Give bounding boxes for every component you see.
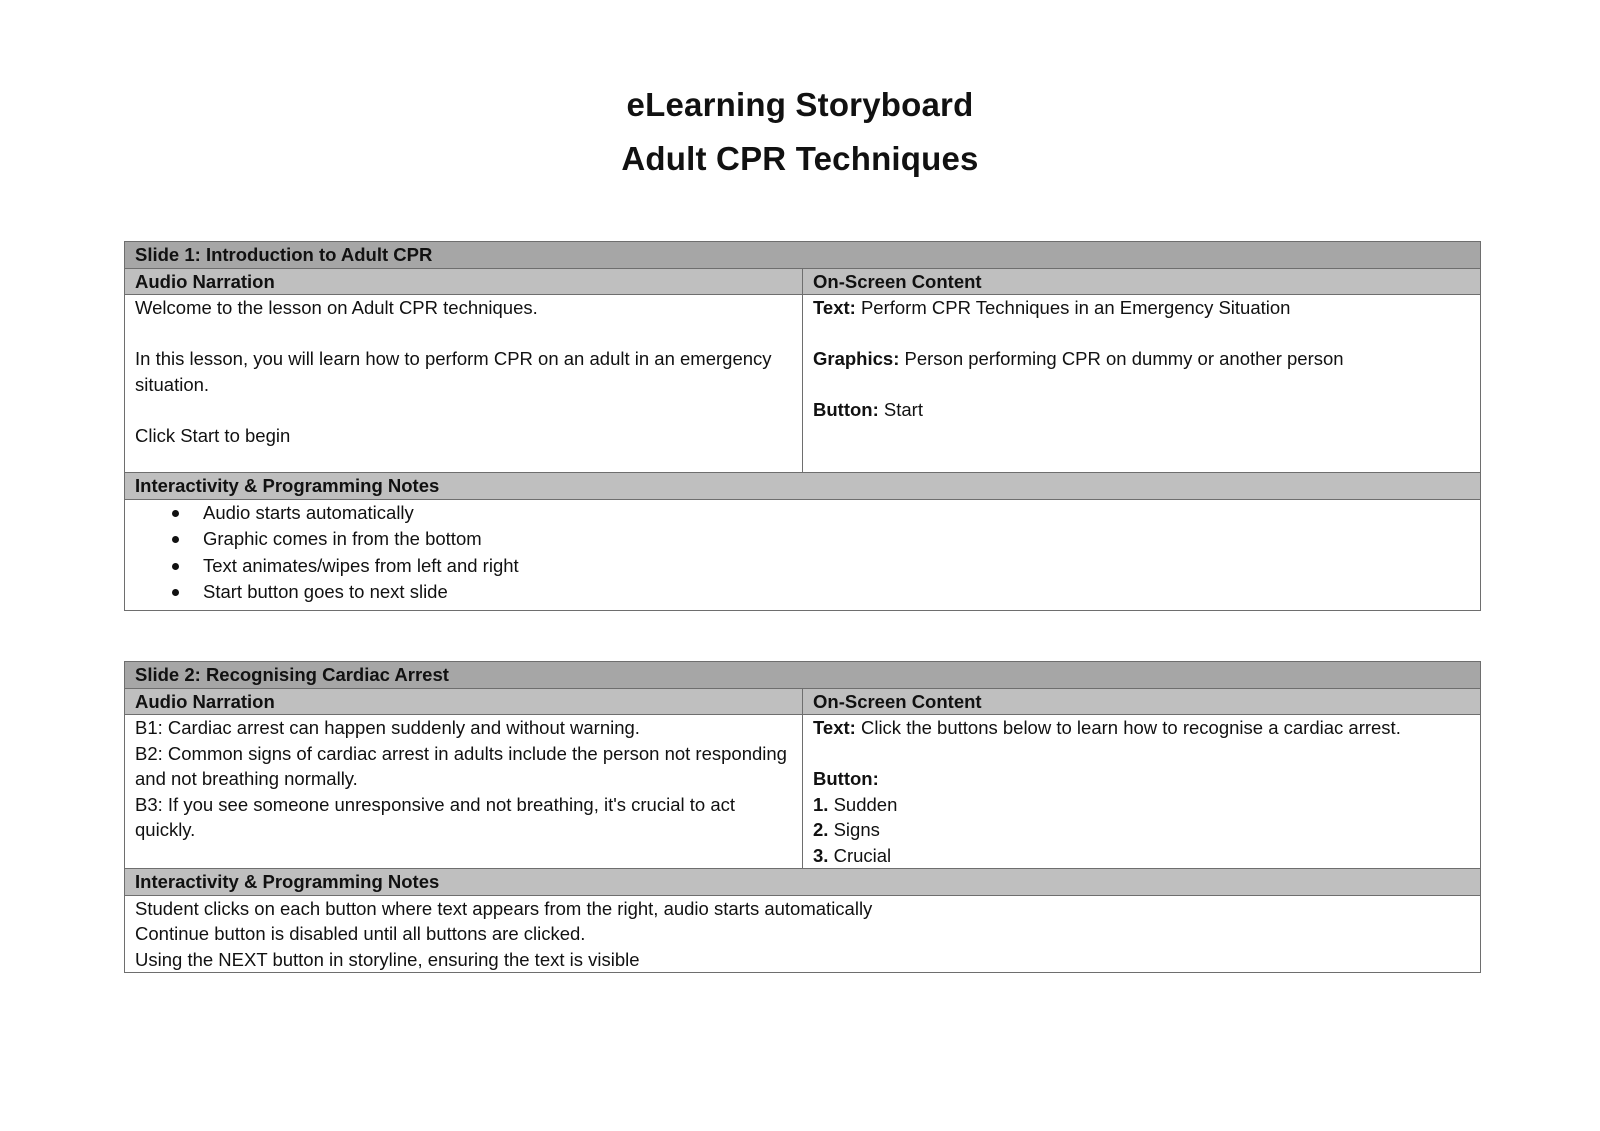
narration-line: B3: If you see someone unresponsive and not breathing, it's crucial to act quickly. — [135, 793, 741, 840]
slide-2-content-header: On-Screen Content — [803, 688, 1481, 715]
button-number: 2. — [813, 819, 829, 840]
content-text-line — [813, 715, 1470, 741]
content-button-value: Start — [878, 399, 923, 420]
notes-list — [135, 500, 1470, 606]
content-button-line — [813, 397, 1470, 423]
slide-2-notes-header: Interactivity & Programming Notes — [125, 869, 1481, 896]
narration-line: B2: Common signs of cardiac arrest in adults include the person not responding and not breathing normally. — [135, 742, 793, 789]
narration-line: Welcome to the lesson on Adult CPR techniques. — [135, 297, 538, 318]
narration-line: B1: Cardiac arrest can happen suddenly and without warning. — [135, 717, 640, 738]
content-button-label: Button: — [813, 768, 879, 789]
slide-1-heading: Slide 1: Introduction to Adult CPR — [125, 242, 1481, 269]
slide-2-audio-narration — [125, 715, 803, 869]
list-item: Graphic comes in from the bottom — [203, 526, 1470, 553]
slide-2-notes — [125, 895, 1481, 973]
content-text-label: Text: — [813, 717, 856, 738]
content-text-value: Perform CPR Techniques in an Emergency Situation — [855, 297, 1291, 318]
content-text-label: Text: — [813, 297, 856, 318]
button-name: Sudden — [828, 793, 898, 815]
title-line-2: Adult CPR Techniques — [621, 140, 979, 177]
slide-2-on-screen-content — [803, 715, 1481, 869]
content-text-value: Click the buttons below to learn how to recognise a cardiac arrest. — [855, 717, 1401, 738]
title-line-1: eLearning Storyboard — [626, 86, 974, 123]
slide-2-audio-header: Audio Narration — [125, 688, 803, 715]
narration-line: Click Start to begin — [135, 424, 291, 446]
slide-1-audio-narration — [125, 295, 803, 473]
slide-1-content-header: On-Screen Content — [803, 268, 1481, 295]
content-button-item — [813, 792, 1470, 818]
note-line: Using the NEXT button in storyline, ensuring the text is visible — [135, 948, 640, 970]
narration-line: In this lesson, you will learn how to perform CPR on an adult in an emergency situation. — [135, 348, 777, 395]
content-graphics-label: Graphics: — [813, 348, 900, 369]
list-item: Start button goes to next slide — [203, 579, 1470, 606]
slide-1-audio-header: Audio Narration — [125, 268, 803, 295]
content-button-label: Button: — [813, 399, 879, 420]
note-line: Continue button is disabled until all buttons are clicked. — [135, 923, 586, 944]
document-title — [0, 78, 1600, 186]
button-number: 3. — [813, 844, 829, 866]
content-button-item — [813, 843, 1470, 869]
slide-1-notes — [125, 499, 1481, 610]
list-item: Text animates/wipes from left and right — [203, 553, 1470, 580]
slide-2-table — [124, 661, 1481, 973]
content-button-item — [813, 817, 1470, 843]
content-graphics-value: Person performing CPR on dummy or another person — [899, 348, 1344, 369]
button-number: 1. — [813, 793, 829, 815]
slide-1-notes-header: Interactivity & Programming Notes — [125, 473, 1481, 500]
note-line: Student clicks on each button where text appears from the right, audio starts automatically — [135, 897, 873, 919]
button-name: Signs — [828, 819, 880, 840]
list-item: Audio starts automatically — [203, 500, 1470, 527]
content-graphics-line — [813, 346, 1470, 372]
slide-1-table — [124, 241, 1481, 611]
button-name: Crucial — [828, 844, 892, 866]
content-text-line — [813, 295, 1470, 321]
slide-2-heading: Slide 2: Recognising Cardiac Arrest — [125, 662, 1481, 689]
slide-1-on-screen-content — [803, 295, 1481, 473]
